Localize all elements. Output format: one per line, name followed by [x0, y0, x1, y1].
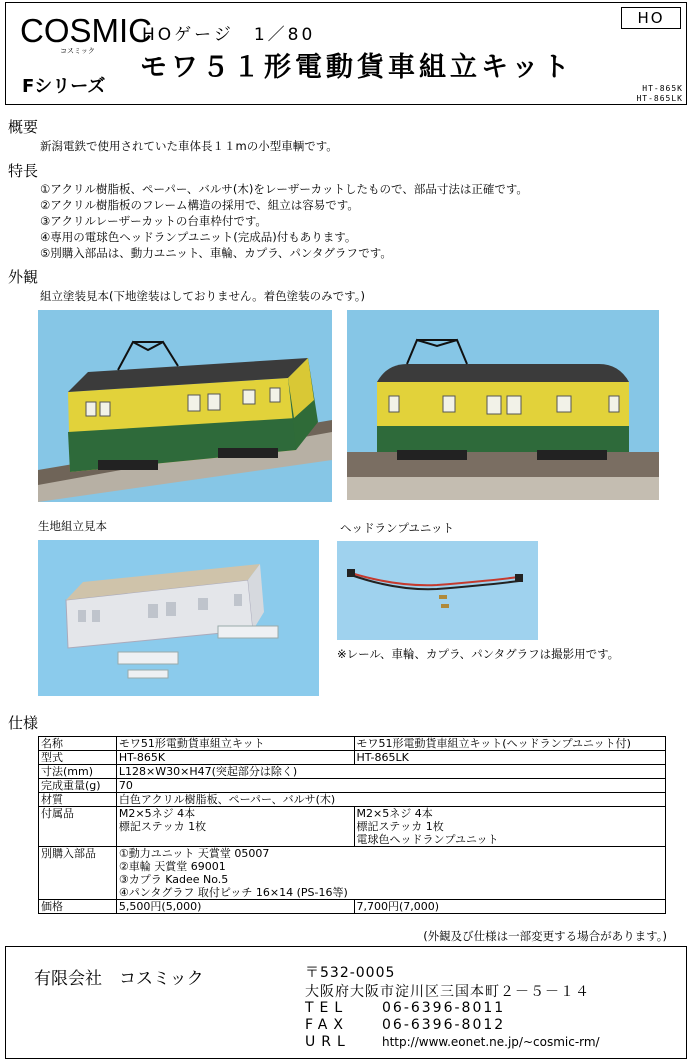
raw-caption: 生地組立見本 — [38, 519, 107, 533]
spec-line: M2×5ネジ 4本 — [118, 807, 196, 820]
feature-item: ④専用の電球色ヘッドランプユニット(完成品)付もあります。 — [40, 230, 357, 244]
spec-value: モワ51形電動貨車組立キット(ヘッドランプユニット付) — [354, 737, 665, 751]
company-name: 有限会社 コスミック — [34, 969, 204, 989]
url-label: URL — [305, 1034, 351, 1050]
fax-number: 06-6396-8012 — [382, 1017, 506, 1033]
lamp-caption: ヘッドランプユニット — [340, 521, 454, 535]
spec-label: 寸法(mm) — [39, 765, 117, 779]
feature-item: ③アクリルレーザーカットの台車枠付です。 — [40, 214, 267, 228]
website-link[interactable]: http://www.eonet.ne.jp/~cosmic-rm/ — [382, 1035, 600, 1049]
spec-label: 完成重量(g) — [39, 779, 117, 793]
spec-line: ④パンタグラフ 取付ピッチ 16×14 (PS-16等) — [118, 886, 348, 899]
table-row — [39, 737, 666, 751]
raw-sample-photo — [38, 540, 319, 696]
headlamp-unit-photo — [337, 541, 538, 640]
spec-label: 材質 — [39, 793, 117, 807]
spec-line: ②車輪 天賞堂 69001 — [118, 860, 226, 873]
feature-item: ①アクリル樹脂板、ペーパー、バルサ(木)をレーザーカットしたもので、部品寸法は正確です。 — [40, 182, 528, 196]
zip-code: 〒532-0005 — [305, 965, 396, 981]
spec-value: 7,700円(7,000) — [354, 900, 665, 914]
feature-item: ⑤別購入部品は、動力ユニット、車輪、カプラ、パンタグラフです。 — [40, 246, 392, 260]
painted-caption: 組立塗装見本(下地塗装はしておりません。着色塗装のみです。) — [40, 289, 365, 303]
spec-value — [354, 807, 665, 847]
spec-table — [38, 736, 666, 914]
tel-number: 06-6396-8011 — [382, 1000, 506, 1016]
spec-line: 標記ステッカ 1枚 — [356, 820, 444, 833]
spec-label: 付属品 — [39, 807, 117, 847]
spec-value: HT-865K — [116, 751, 354, 765]
feature-item: ②アクリル樹脂板のフレーム構造の採用で、組立は容易です。 — [40, 198, 359, 212]
spec-line: ①動力ユニット 天賞堂 05007 — [118, 847, 270, 860]
overview-heading: 概要 — [8, 118, 39, 136]
spec-label: 価格 — [39, 900, 117, 914]
spec-line: ③カプラ Kadee No.5 — [118, 873, 229, 886]
table-row — [39, 847, 666, 900]
overview-text: 新潟電鉄で使用されていた車体長１１mの小型車輌です。 — [40, 139, 338, 153]
table-row — [39, 807, 666, 847]
tel-label: TEL — [305, 1000, 349, 1016]
spec-value: 白色アクリル樹脂板、ペーパー、バルサ(木) — [116, 793, 665, 807]
spec-label: 型式 — [39, 751, 117, 765]
table-row — [39, 751, 666, 765]
appearance-heading: 外観 — [8, 268, 39, 286]
painted-sample-photo-2 — [347, 310, 659, 500]
spec-value: 70 — [116, 779, 665, 793]
product-code-2: HT-865LK — [636, 94, 683, 103]
features-heading: 特長 — [8, 162, 39, 180]
table-row — [39, 779, 666, 793]
address: 大阪府大阪市淀川区三国本町２－５－１４ — [305, 984, 590, 1000]
product-code-1: HT-865K — [642, 84, 683, 93]
series-label: Fシリーズ — [22, 76, 106, 97]
spec-line: 標記ステッカ 1枚 — [118, 820, 207, 833]
spec-value: モワ51形電動貨車組立キット — [116, 737, 354, 751]
table-row — [39, 793, 666, 807]
painted-sample-photo-1 — [38, 310, 332, 502]
table-row — [39, 765, 666, 779]
page-title: モワ５１形電動貨車組立キット — [140, 52, 574, 83]
spec-value: 5,500円(5,000) — [116, 900, 354, 914]
spec-line: M2×5ネジ 4本 — [356, 807, 433, 820]
cosmic-logo: COSMIC — [20, 12, 152, 49]
spec-note: (外観及び仕様は一部変更する場合があります。) — [423, 929, 667, 943]
spec-heading: 仕様 — [8, 714, 39, 732]
spec-value — [116, 847, 665, 900]
spec-value: HT-865LK — [354, 751, 665, 765]
spec-label: 名称 — [39, 737, 117, 751]
fax-label: FAX — [305, 1017, 349, 1033]
spec-label: 別購入部品 — [39, 847, 117, 900]
spec-line: 電球色ヘッドランプユニット — [356, 833, 499, 846]
gauge-label: HOゲージ 1／80 — [142, 25, 316, 45]
spec-value: L128×W30×H47(突起部分は除く) — [116, 765, 665, 779]
photo-note: ※レール、車輪、カプラ、パンタグラフは撮影用です。 — [337, 647, 620, 661]
scale-badge: HO — [621, 7, 681, 29]
table-row — [39, 900, 666, 914]
logo-subtitle: コスミック — [60, 47, 95, 55]
spec-value — [116, 807, 354, 847]
